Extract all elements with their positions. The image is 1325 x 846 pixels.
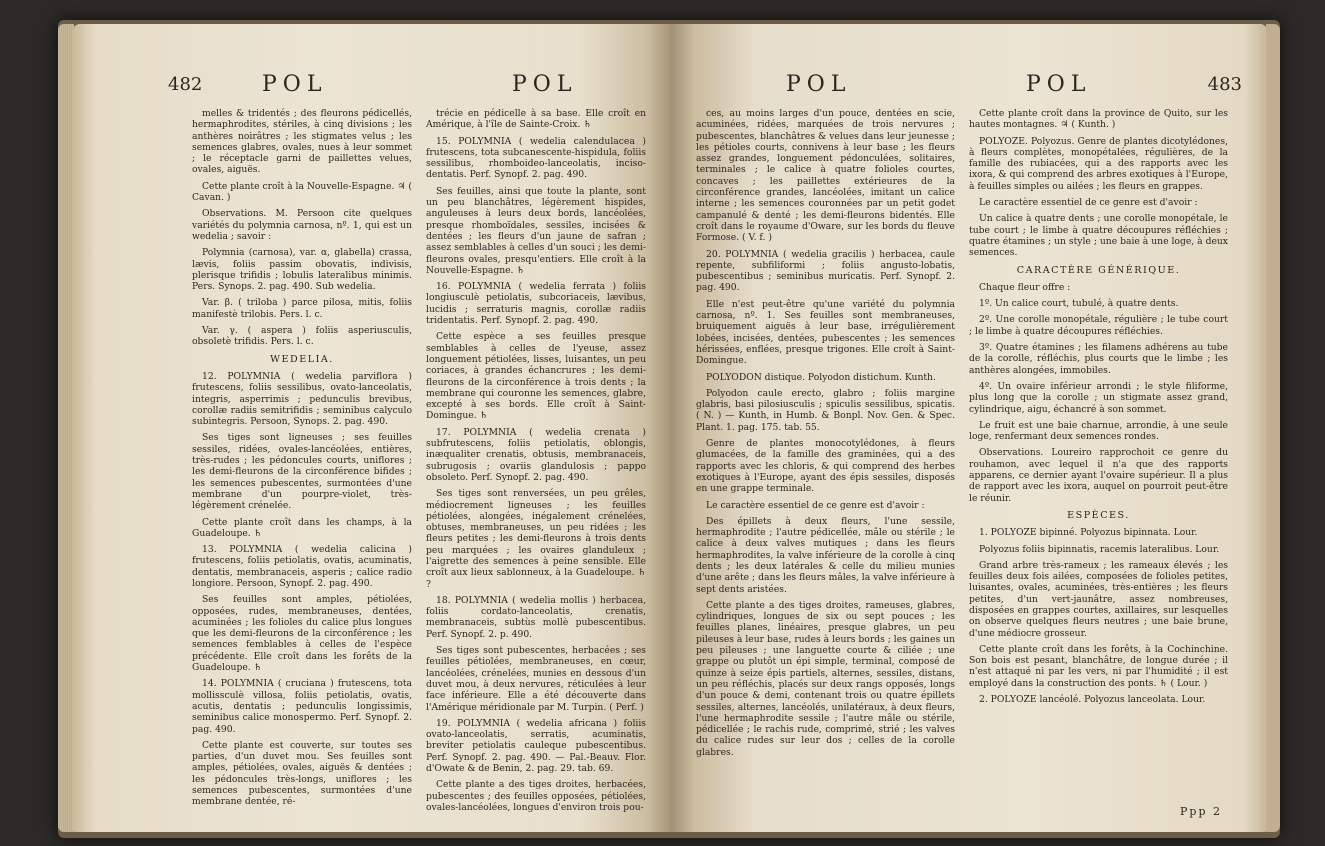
paragraph: 16. POLYMNIA ( wedelia ferrata ) foliis longiusculè petiolatis, subcoriaceis, lævibus, lucidis ; serraturis magnis, corollæ radiis tridentatis. Perf. Synopf. 2. pag. 490. — [426, 281, 646, 327]
open-book — [58, 20, 1280, 838]
paragraph: Genre de plantes monocotylédones, à fleurs glumacées, de la famille des graminées, qui a des rapports avec les chloris, & qui comprend des herbes exotiques à l'Europe, ayant des épis sessiles, disposés en une grappe terminale. — [696, 438, 955, 495]
paragraph: CARACTÈRE GÉNÉRIQUE. — [1016, 264, 1181, 276]
paragraph: 12. POLYMNIA ( wedelia parviflora ) frutescens, foliis sessilibus, ovato-lanceolatis, integris, asperrimis ; pedunculis brevibus, corollæ radiis semitrifidis ; seminibus calyculo subintegris. Persoon, Synops. 2. pag. 490. — [192, 370, 412, 428]
right-running-head-1: POL — [786, 72, 852, 97]
paragraph: melles & tridentés ; des fleurons pédicellés, hermaphrodites, stériles, à cinq divisions ; les anthères noirâtres ; les stigmates velus ; les semences glabres, ovales, nues à leur sommet ; le réceptacle garni de paillettes velues, ovales, aiguës. — [192, 108, 412, 176]
paragraph: ESPÈCES. — [1067, 509, 1130, 521]
paragraph: Polyozus foliis bipinnatis, racemis lateralibus. Lour. — [979, 543, 1220, 555]
paragraph: WEDELIA. — [270, 353, 334, 365]
paragraph: 4º. Un ovaire inférieur arrondi ; le style filiforme, plus long que la corolle ; un stigmate assez grand, cylindrique, aigu, échancré à son sommet. — [969, 380, 1228, 415]
right-page-number: 483 — [1207, 74, 1242, 95]
paragraph: Des épillets à deux fleurs, l'une sessile, hermaphrodite ; l'autre pédicellée, mâle ou stérile ; le calice à deux valves mutiques ; dans les fleurs hermaphrodites, la valve inférieure de la corolle à cinq dents ; les deux latérales & celle du milieu munies d'une arête ; dans les fleurs mâles, la valve inférieure à sept dents aristées. — [696, 515, 955, 595]
paragraph: Cette plante a des tiges droites, herbacées, pubescentes ; des feuilles opposées, pétiolées, ovales-lancéolées, longues d'environ trois pou- — [426, 779, 646, 813]
right-running-head-2: POL — [1026, 72, 1092, 97]
paragraph: Cette plante a des tiges droites, rameuses, glabres, cylindriques, longues de six ou sept pouces ; les feuilles planes, linéaires, presque glabres, un peu pileuses à leur base, rudes à leurs bords ; les gaines un peu pileuses ; une languette courte & ciliée ; une grappe ou plutôt un épi simple, terminal, composé de quinze à seize épis partiels, alternes, sessiles, distans, un peu réfléchis, placés sur deux rangs opposés, longs d'un pouce & demi, contenant trois ou quatre épillets sessiles, alternes, lancéolés, unilatéraux, à deux fleurs, l'une hermaphrodite sessile ; l'autre mâle ou stérile, pédicellée ; le rachis rude, comprimé, strié ; les valves du calice rudes sur leur dos ; celles de la corolle glabres. — [696, 599, 955, 758]
paragraph: Un calice à quatre dents ; une corolle monopétale, le tube court ; le limbe à quatre découpures réfléchies ; quatre étamines ; un style ; une baie à une loge, à deux semences. — [969, 213, 1228, 259]
page-edges-right — [1266, 24, 1280, 832]
paragraph: Observations. M. Persoon cite quelques variétés du polymnia carnosa, nº. 1, qui est un wedelia ; savoir : — [192, 208, 412, 242]
left-column-1 — [192, 108, 412, 832]
paragraph: Le fruit est une baie charnue, arrondie, à une seule loge, renfermant deux semences rondes. — [969, 419, 1228, 443]
paragraph: 13. POLYMNIA ( wedelia calicina ) frutescens, foliis petiolatis, ovatis, acuminatis, dentatis, membranaceis, asperis ; calice radio longiore. Persoon, Synopf. 2. pag. 490. — [192, 544, 412, 589]
paragraph: 2º. Une corolle monopétale, régulière ; le tube court ; le limbe à quatre découpures réfléchies. — [969, 314, 1228, 337]
paragraph: 14. POLYMNIA ( cruciana ) frutescens, tota mollissculè villosa, foliis petiolatis, ovatis, acutis, dentatis ; pedunculis longissimis, seminibus calice monospermo. Perf. Synopf. 2. pag. 490. — [192, 678, 412, 735]
right-page-header — [696, 72, 1242, 98]
left-page-number: 482 — [168, 74, 203, 95]
paragraph: Le caractère essentiel de ce genre est d'avoir : — [706, 499, 925, 511]
paragraph: Chaque fleur offre : — [979, 281, 1071, 293]
left-page-columns — [192, 108, 646, 832]
paragraph: Cette plante est couverte, sur toutes ses parties, d'un duvet mou. Ses feuilles sont amples, pétiolées, ovales, aiguës & dentées ; les pédoncules très-longs, uniflores ; les semences pubescentes, surmontées d'une membrane dentée, ré- — [192, 739, 412, 808]
right-column-2 — [969, 108, 1228, 832]
paragraph: Cette plante croît à la Nouvelle-Espagne. ♃ ( Cavan. ) — [192, 180, 412, 204]
paragraph: 15. POLYMNIA ( wedelia calendulacea ) frutescens, tota subcanescente-hispidula, foliis sessilibus, rhomboideo-lanceolatis, inciso-dentatis. Perf. Synopf. 2. pag. 490. — [426, 135, 646, 181]
paragraph: 3º. Quatre étamines ; les filamens adhérens au tube de la corolle, réfléchis, plus courts que le limbe ; les anthères alongées, immobiles. — [969, 342, 1228, 376]
paragraph: Ses tiges sont renversées, un peu grêles, médiocrement ligneuses ; les feuilles pétiolées, alongées, inégalement crénelées, obtuses, membraneuses, un peu ridées ; les fleurs petites ; les demi-fleurons à trois dents peu marquées ; les ovaires glanduleux ; l'aigrette des semences à peine sensible. Elle croît aux lieux sablonneux, à la Guadeloupe. ♄ ? — [426, 488, 646, 590]
paragraph: Le caractère essentiel de ce genre est d'avoir : — [979, 197, 1198, 209]
paragraph: 1. POLYOZE bipinné. Polyozus bipinnata. Lour. — [979, 527, 1198, 539]
paragraph: Cette plante croît dans les champs, à la Guadeloupe. ♄ — [192, 516, 412, 539]
paragraph: 17. POLYMNIA ( wedelia crenata ) subfrutescens, foliis petiolatis, oblongis, inæqualiter crenatis, obtusis, membranaceis, subrugosis ; ovariis glandulosis ; pappo obsoleto. Perf. Synopf. 2. pag. 490. — [426, 426, 646, 483]
paragraph: Ses tiges sont pubescentes, herbacées ; ses feuilles pétiolées, membraneuses, en cœur, lancéolées, crénelées, munies en dessous d'un duvet mou, à deux nervures, réticulées à leur face inférieure. Elle a été découverte dans l'Amérique méridionale par M. Turpin. ( Perf. ) — [426, 645, 646, 713]
left-page — [72, 24, 670, 832]
paragraph: 18. POLYMNIA ( wedelia mollis ) herbacea, foliis cordato-lanceolatis, crenatis, membranaceis, subtùs mollè pubescentibus. Perf. Synopf. 2. p. 490. — [426, 594, 646, 640]
left-running-head-2: POL — [512, 72, 578, 97]
paragraph: POLYOZE. Polyozus. Genre de plantes dicotylédones, à fleurs complètes, monopétalées, régulières, de la famille des rubiacées, qui a des rapports avec les ixora, & qui comprend des arbres exotiques à l'Europe, à feuilles simples ou ailées ; les fleurs en grappes. — [969, 135, 1228, 192]
paragraph: Ses feuilles, ainsi que toute la plante, sont un peu blanchâtres, légèrement hispides, anguleuses à leurs deux bords, lancéolées, presque rhomboïdales, sessiles, incisées & dentées ; les fleurs d'un jaune de safran ; assez semblables à celles d'un souci ; les demi-fleurons ovales, presqu'entiers. Elle croît à la Nouvelle-Espagne. ♄ — [426, 185, 646, 276]
paragraph: Var. γ. ( aspera ) foliis asperiusculis, obsoletè trifidis. Pers. l. c. — [192, 325, 412, 348]
right-page — [670, 24, 1268, 832]
paragraph: Observations. Loureiro rapprochoit ce genre du rouhamon, avec lequel il n'a que des rapports apparens, ce dernier ayant l'ovaire supérieur. Il a plus de rapport avec les ixora, auquel on pourroit peut-être le réunir. — [969, 447, 1228, 504]
paragraph: ces, au moins larges d'un pouce, dentées en scie, acuminées, ridées, marquées de trois nervures ; pubescentes, blanchâtres & velues dans leur jeunesse ; les pétioles courts, connivens à leur base ; les fleurs assez grandes, longuement pédonculées, solitaires, terminales ; le calice à quatre folioles courtes, concaves ; les paillettes extérieures de la circonférence grandes, lancéolées, imitant un calice interne ; les semences couronnées par un petit godet campanulé & denté ; les demi-fleurons bidentés. Elle croît dans le royaume d'Oware, sur les bords du fleuve Formose. ( V. f. ) — [696, 108, 955, 244]
paragraph: Polymnia (carnosa), var. α, glabella) crassa, lævis, foliis passim obovatis, indivisis, plerisque trifidis ; lobulis lateralibus minimis. Pers. Synops. 2. pag. 490. Sub wedelia. — [192, 247, 412, 293]
right-page-columns — [696, 108, 1228, 832]
right-column-1 — [696, 108, 955, 832]
catchword: Ppp 2 — [1180, 805, 1222, 818]
paragraph: trécie en pédicelle à sa base. Elle croît en Amérique, à l'île de Sainte-Croix. ♄ — [426, 108, 646, 131]
paragraph: Var. β. ( triloba ) parce pilosa, mitis, foliis manifestè trilobis. Pers. l. c. — [192, 297, 412, 320]
paragraph: 2. POLYOZE lancéolé. Polyozus lanceolata. Lour. — [979, 694, 1206, 706]
paragraph: Grand arbre très-rameux ; les rameaux élevés ; les feuilles deux fois ailées, composées de folioles petites, luisantes, ovales, acuminées, très-entières ; les fleurs petites, d'un vert-jaunâtre, assez nombreuses, disposées en grappes courtes, axillaires, sur lesquelles on observe quelques fleurs neutres ; une baie brune, d'une médiocre grosseur. — [969, 559, 1228, 639]
paragraph: POLYODON distique. Polyodon distichum. Kunth. — [706, 371, 936, 383]
paragraph: Polyodon caule erecto, glabro ; foliis margine glabris, basi pilosiusculis ; spiculis sessilibus, spicatis. ( N. ) — Kunth, in Humb. & Bonpl. Nov. Gen. & Spec. Plant. 1. pag. 175. tab. 55. — [696, 387, 955, 433]
paragraph: 20. POLYMNIA ( wedelia gracilis ) herbacea, caule repente, subfiliformi ; foliis angusto-lobatis, pubescentibus ; seminibus muricatis. Perf. Synopf. 2. pag. 490. — [696, 248, 955, 294]
left-running-head-1: POL — [262, 72, 328, 97]
paragraph: 1º. Un calice court, tubulé, à quatre dents. — [979, 298, 1179, 310]
paragraph: Ses tiges sont ligneuses ; ses feuilles sessiles, ridées, ovales-lancéolées, entières, très-rudes ; les pédoncules courts, uniflores ; les demi-fleurons de la circonférence bifides ; les semences pubescentes, surmontées d'une membrane d'un pourpre-violet, très-légèrement crénelée. — [192, 432, 412, 512]
paragraph: Ses feuilles sont amples, pétiolées, opposées, rudes, membraneuses, dentées, acuminées ; les folioles du calice plus longues que les demi-fleurons de la circonférence ; les semences femblables à celles de l'espèce précédente. Elle croît dans les forêts de la Guadeloupe. ♄ — [192, 594, 412, 674]
paragraph: Cette plante croît dans la province de Quito, sur les hautes montagnes. ♃ ( Kunth. ) — [969, 108, 1228, 131]
paragraph: 19. POLYMNIA ( wedelia africana ) foliis ovato-lanceolatis, serratis, acuminatis, breviter petiolatis cauleque pubescentibus. Perf. Synopf. 2. pag. 490. — Pal.-Beauv. Flor. d'Owate & de Benin, 2. pag. 29. tab. 69. — [426, 717, 646, 775]
left-page-header — [168, 72, 646, 98]
paragraph: Elle n'est peut-être qu'une variété du polymnia carnosa, nº. 1. Ses feuilles sont membraneuses, bruiquement aiguës à leur base, irrégulièrement lobées, incisées, dentées, pubescentes ; les semences hérissées, enflées, presque trigones. Elle croît à Saint-Domingue. — [696, 298, 955, 367]
left-column-2 — [426, 108, 646, 832]
paragraph: Cette espèce a ses feuilles presque semblables à celles de l'yeuse, assez longuement pétiolées, lisses, luisantes, un peu coriaces, à grandes échancrures ; les demi-fleurons de la circonférence à trois dents ; la membrane qui couronne les semences, glabre, excepté à ses bords. Elle croît à Saint-Domingue. ♄ — [426, 331, 646, 422]
paragraph: Cette plante croît dans les forêts, à la Cochinchine. Son bois est pesant, blanchâtre, de longue durée ; il n'est attaqué ni par les vers, ni par l'humidité ; il est employé dans la construction des ponts. ♄ ( Lour. ) — [969, 643, 1228, 689]
